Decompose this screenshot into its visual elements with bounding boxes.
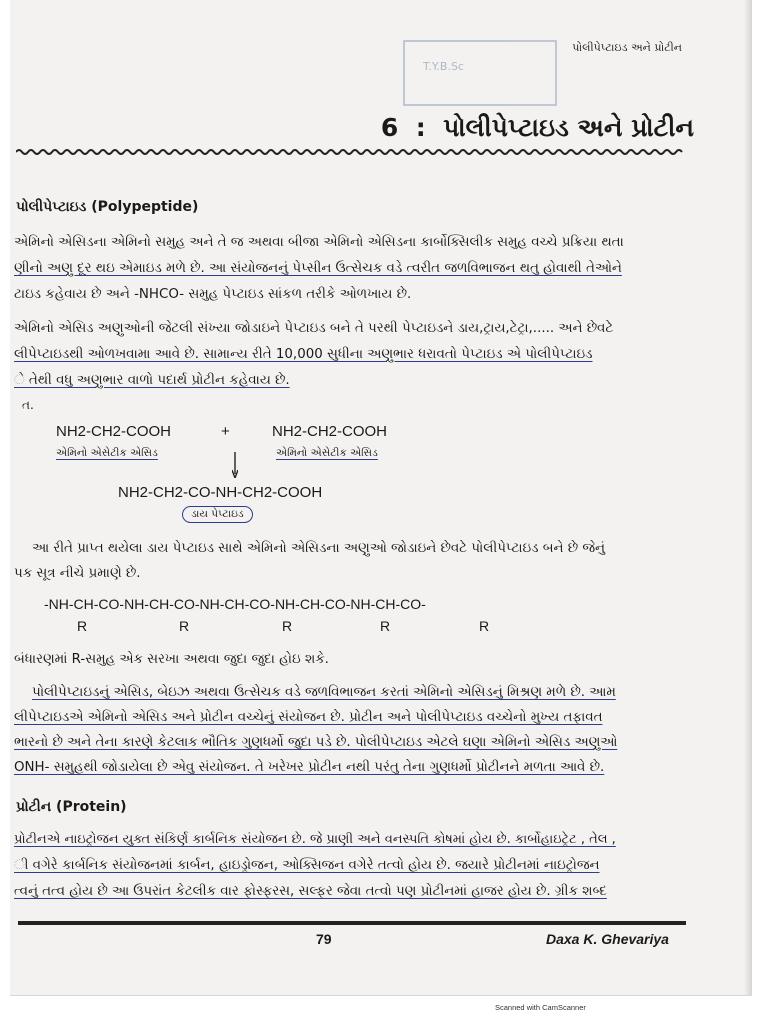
product-label: ડાય પેપ્ટાઇડ [182,506,253,523]
page-edge-shadow [744,0,752,995]
para2-line: લીપેપ્ટાઇડથી ઓળખવામા આવે છે. સામાન્ય રીતે 10,000 સુધીના અણુભાર ધરાવતો પેપ્ટાઇડ એ પોલીપેપ્ટાઇડ [14,347,593,362]
author-name: Daxa K. Ghevariya [546,931,669,947]
para2-line: ે તેથી વધુ અણુભાર વાળો પદાર્થ પ્રોટીન કહેવાય છે. [14,373,290,388]
para6-line: ત્વનું તત્વ હોય છે આ ઉપરાંત કેટલીક વાર ફોસ્ફરસ, સલ્ફર જેવા તત્વો પણ પ્રોટીનમાં હાજર હોય છે. ગ્રીક શબ્દ [14,884,607,899]
para6-line: પ્રોટીનએ નાઇટ્રોજન યુક્ત સંકિર્ણ કાર્બનિક સંયોજન છે. જે પ્રાણી અને વનસ્પતિ કોષમાં હોય છે. કાર્બોહાઇટ્રેટ , તેલ , [14,832,616,847]
para4-line: બંધારણમાં R-સમુહ એક સરખા અથવા જુદા જુદા હોઇ શકે. [14,652,329,667]
para5-line: લીપેપ્ટાઇડએ એમિનો એસિડ અને પ્રોટીન વચ્ચેનું સંયોજન છે. પ્રોટીન અને પોલીપેપ્ટાઇડ વચ્ચેનો મુખ્ય તફાવત [14,710,603,725]
chapter-name: પોલીપેપ્ટાઇડ અને પ્રોટીન [443,113,694,142]
product-formula: NH2-CH2-CO-NH-CH2-COOH [118,484,323,501]
r-group: R [179,618,190,634]
library-stamp [403,40,557,106]
running-header: પોલીપેપ્ટાઇડ અને પ્રોટીન [572,41,682,54]
page-number: 79 [316,931,332,947]
reactant-1-formula: NH2-CH2-COOH [56,423,172,440]
r-group: R [479,618,490,634]
para5-line: ભારનો છે અને તેના કારણે કેટલાક ભૌતિક ગુણધર્મો જુદા પડે છે. પોલીપેપ્ટાઇડ એટલે ઘણા એમિનો એસિડ અણુઓ [14,735,618,750]
r-group: R [77,618,88,634]
para6-line: ી વગેરે કાર્બનિક સંયોજનમાં કાર્બન, હાઇડ્રોજન, ઓક્સિજન વગેરે તત્વો હોય છે. જયારે પ્રોટીનમાં નાઇટ્રોજન [14,858,600,873]
margin-note: ત. [22,398,34,412]
footer-rule [18,921,686,925]
chapter-title [381,113,694,143]
polypeptide-chain-formula: -NH-CH-CO-NH-CH-CO-NH-CH-CO-NH-CH-CO-NH-CH-CO- [44,596,426,612]
reaction-arrow [232,452,238,478]
reactant-1-label: એમિનો એસેટીક એસિડ [56,447,158,459]
para5-line: ONH- સમુહથી જોડાયેલા છે એવુ સંયોજન. તે ખરેખર પ્રોટીન નથી પરંતુ તેના ગુણધર્મો પ્રોટીનને મળતા આવે છે. [14,760,605,775]
title-divider [16,148,686,156]
r-group: R [380,618,391,634]
reactant-2-formula: NH2-CH2-COOH [272,423,388,440]
document-page [10,0,752,996]
stamp-text: T.Y.B.Sc [423,60,464,73]
section-heading-protein: પ્રોટીન (Protein) [16,799,127,815]
para5-line: પોલીપેપ્ટાઇડનું એસિડ, બેઇઝ અથવા ઉત્સેચક વડે જળવિભાજન કરતાં એમિનો એસિડનું મિશ્રણ મળે છે. આમ [32,685,616,700]
chapter-separator: : [415,113,426,142]
para3-line: પક સૂત્ર નીચે પ્રમાણે છે. [14,566,141,581]
scanner-watermark: Scanned with CamScanner [495,1003,586,1012]
chapter-number: 6 [380,113,399,142]
para2-line: એમિનો એસિડ અણુઓની જેટલી સંખ્યા જોડાઇને પેપ્ટાઇડ બને તે પરથી પેપ્ટાઇડને ડાય,ટ્રાય,ટેટ્રા,..... અને છેવટે [14,321,614,336]
para1-line: ટાઇડ કહેવાય છે અને -NHCO- સમુહ પેપ્ટાઇડ સાંકળ તરીકે ઓળખાય છે. [14,287,412,302]
para1-line: ણીનો અણુ દૂર થઇ એમાઇડ મળે છે. આ સંયોજનનું પેપ્સીન ઉત્સેચક વડે ત્વરીત જળવિભાજન થતુ હોવાથી તેઓને [14,261,622,276]
para1-line: એમિનો એસિડના એમિનો સમુહ અને તે જ અથવા બીજા એમિનો એસિડના કાર્બોક્સિલીક સમુહ વચ્ચે પ્રક્રિયા થતા [14,235,624,250]
reactant-2-label: એમિનો એસેટીક એસિડ [276,447,378,459]
plus-sign: + [221,423,230,440]
section-heading-polypeptide: પોલીપેપ્ટાઇડ (Polypeptide) [16,199,199,215]
para3-line: આ રીતે પ્રાપ્ત થયેલા ડાય પેપ્ટાઇડ સાથે એમિનો એસિડના અણુઓ જોડાઇને છેવટે પોલીપેપ્ટાઇડ બને છે જેનું [32,541,606,556]
r-group: R [282,618,293,634]
